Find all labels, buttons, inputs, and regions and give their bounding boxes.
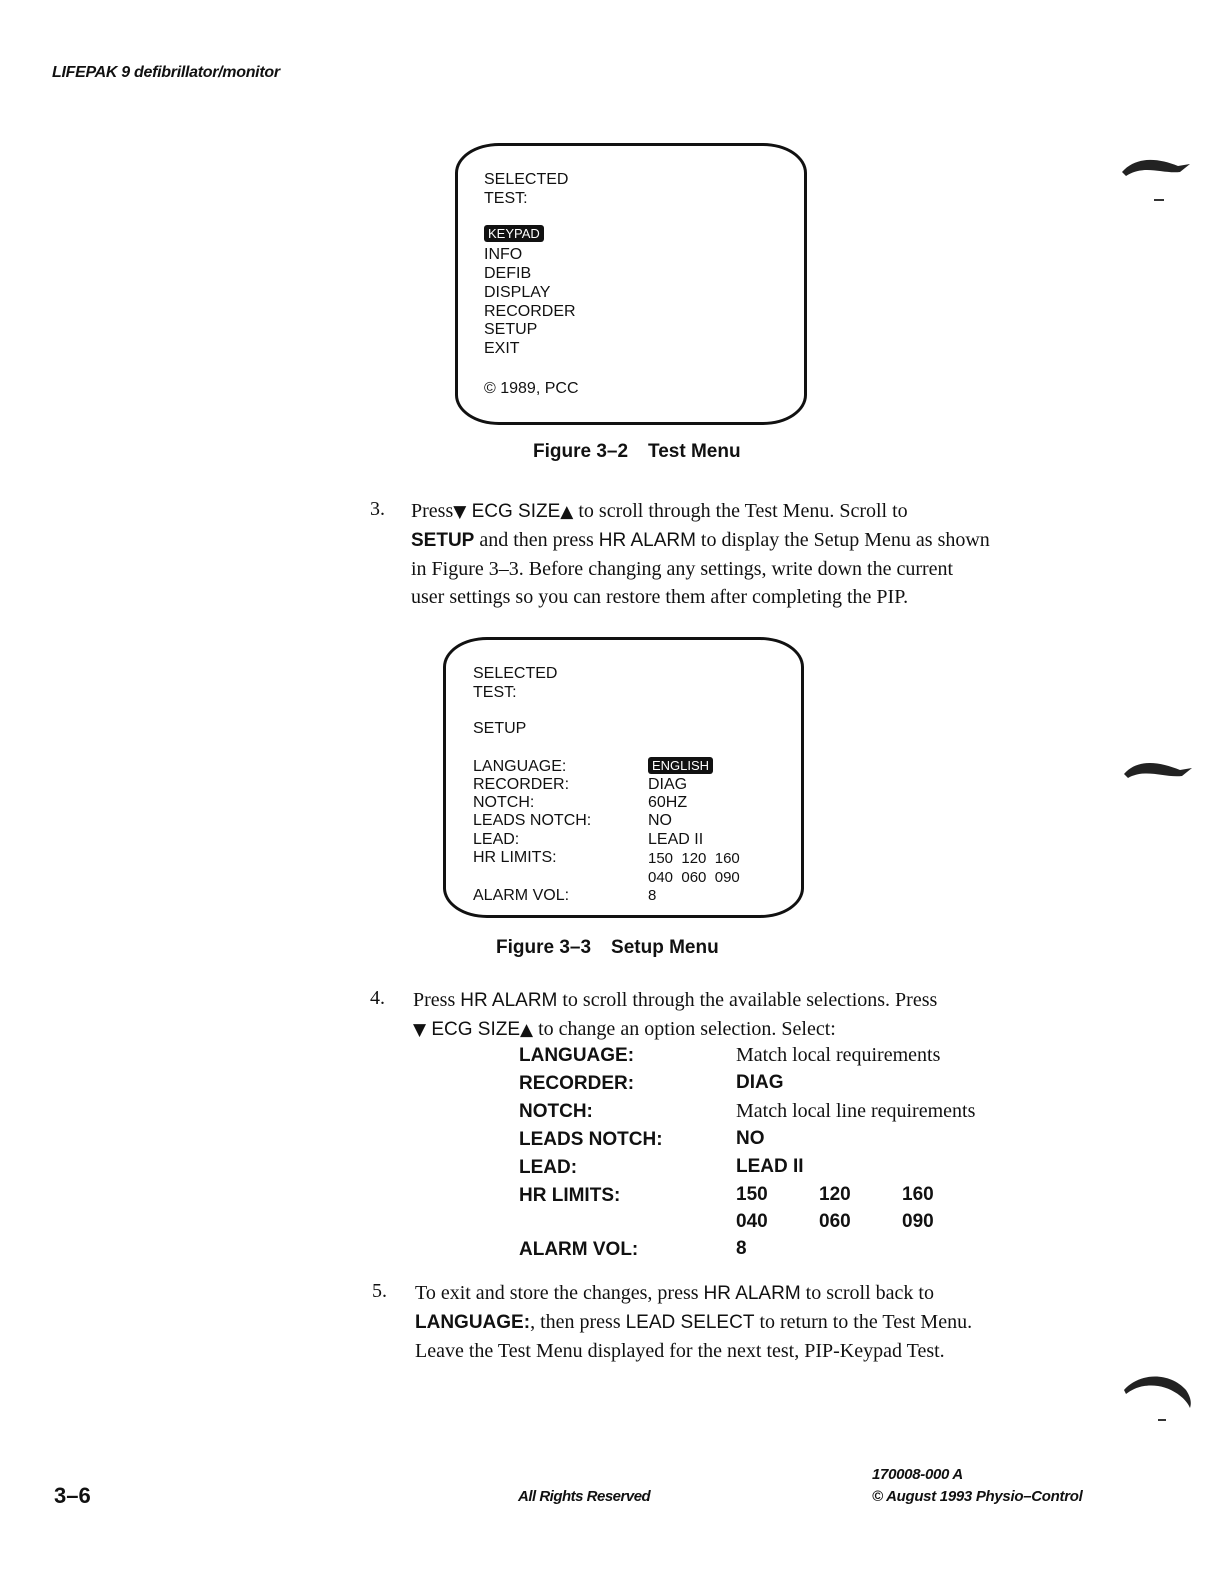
key-lead-select: LEAD SELECT (625, 1312, 755, 1333)
screen-title-line2: TEST: (484, 190, 528, 207)
setting-value: NO (648, 812, 672, 829)
setting-value: LEAD II (648, 831, 704, 848)
text: Press (413, 989, 461, 1011)
selection-value: 8 (736, 1238, 747, 1259)
setting-label: LEADS NOTCH: (473, 812, 592, 829)
figure-3-2-caption (533, 441, 741, 463)
key-hr-alarm: HR ALARM (460, 990, 558, 1011)
selection-value: 090 (902, 1211, 934, 1232)
setting-label: RECORDER: (473, 776, 570, 793)
selection-row (519, 1041, 941, 1069)
selection-label: LEAD: (519, 1157, 578, 1178)
menu-item-defib: DEFIB (484, 265, 532, 282)
step-number: 5. (372, 1280, 387, 1302)
document-number: 170008-000 A (872, 1466, 963, 1483)
screen-subtitle: SETUP (473, 720, 527, 737)
page-number: 3–6 (54, 1483, 91, 1508)
step-number: 4. (370, 987, 385, 1009)
step-5-text (415, 1279, 1055, 1365)
binding-mark-3 (1120, 1368, 1200, 1428)
up-arrow-icon: ▲ (560, 502, 574, 522)
setting-value: 040 060 090 (648, 869, 740, 886)
text: to scroll back to (800, 1282, 934, 1304)
selection-value: 120 (819, 1184, 851, 1205)
selection-label: LEADS NOTCH: (519, 1129, 663, 1150)
screen-title-line1: SELECTED (484, 171, 569, 188)
selection-value: Match local line requirements (736, 1100, 976, 1122)
text: and then press (474, 529, 599, 551)
key-hr-alarm: HR ALARM (598, 530, 696, 551)
running-header: LIFEPAK 9 defibrillator/monitor (52, 64, 280, 81)
figure-title: Test Menu (648, 441, 741, 462)
highlighted-menu-item: KEYPAD (484, 225, 544, 242)
selection-label: NOTCH: (519, 1101, 593, 1122)
selection-label: HR LIMITS: (519, 1185, 621, 1206)
text: To exit and store the changes, press (415, 1282, 704, 1304)
text: , then press (530, 1311, 626, 1333)
selection-row (519, 1069, 784, 1097)
setting-label: LANGUAGE: (473, 758, 567, 775)
selection-value: 150 (736, 1184, 768, 1205)
selection-value: 160 (902, 1184, 934, 1205)
setting-label: ALARM VOL: (473, 887, 570, 904)
selection-label: ALARM VOL: (519, 1239, 639, 1260)
step-number: 3. (370, 498, 385, 520)
selection-row (519, 1125, 765, 1153)
menu-item-recorder: RECORDER (484, 303, 576, 320)
selection-value: 060 (819, 1211, 851, 1232)
text: Press (411, 500, 454, 522)
text: in Figure 3–3. Before changing any settings, write down the current (411, 558, 954, 580)
test-menu-screen (455, 143, 807, 425)
setting-label: LEAD: (473, 831, 520, 848)
selection-value: Match local requirements (736, 1044, 941, 1066)
setting-label: HR LIMITS: (473, 849, 557, 866)
screen-title-line1: SELECTED (473, 665, 558, 682)
menu-item-info: INFO (484, 246, 523, 263)
rights-reserved: All Rights Reserved (518, 1488, 651, 1505)
key-ecg-size: ECG SIZE (426, 1019, 521, 1040)
setting-label: NOTCH: (473, 794, 535, 811)
language-keyword: LANGUAGE: (415, 1312, 531, 1333)
selection-value: NO (736, 1128, 765, 1149)
menu-item-exit: EXIT (484, 340, 520, 357)
selection-row (519, 1181, 934, 1209)
figure-label: Figure 3–2 (533, 441, 629, 462)
figure-label: Figure 3–3 (496, 937, 592, 958)
selection-label: LANGUAGE: (519, 1045, 635, 1066)
screen-title-line2: TEST: (473, 684, 517, 701)
selection-row (519, 1153, 804, 1181)
highlighted-setting-value: ENGLISH (648, 757, 713, 774)
selection-label: RECORDER: (519, 1073, 635, 1094)
menu-item-display: DISPLAY (484, 284, 551, 301)
selection-row (519, 1235, 747, 1263)
setup-keyword: SETUP (411, 530, 475, 551)
setting-value: 150 120 160 (648, 850, 740, 867)
key-hr-alarm: HR ALARM (703, 1283, 801, 1304)
selection-value: LEAD II (736, 1156, 804, 1177)
figure-3-3-caption (496, 937, 719, 959)
setting-value: 8 (648, 887, 657, 904)
text: Leave the Test Menu displayed for the next test, PIP-Keypad Test. (415, 1340, 945, 1362)
footer-copyright: © August 1993 Physio–Control (872, 1488, 1083, 1505)
text: to return to the Test Menu. (754, 1311, 973, 1333)
binding-mark-2 (1120, 756, 1195, 796)
text: user settings so you can restore them after completing the PIP. (411, 586, 909, 608)
step-3-text (411, 497, 1051, 611)
menu-item-setup: SETUP (484, 321, 538, 338)
text: to scroll through the available selections. Press (557, 989, 938, 1011)
up-arrow-icon: ▲ (520, 1020, 534, 1040)
text: to scroll through the Test Menu. Scroll to (573, 500, 908, 522)
key-ecg-size: ECG SIZE (466, 501, 561, 522)
text: to change an option selection. Select: (533, 1018, 836, 1040)
text: to display the Setup Menu as shown (695, 529, 990, 551)
selection-row (519, 1097, 976, 1125)
selection-value: DIAG (736, 1072, 784, 1093)
setting-value: DIAG (648, 776, 688, 793)
down-arrow-icon: ▼ (413, 1020, 427, 1040)
step-4-text (413, 986, 1053, 1044)
screen-copyright: © 1989, PCC (484, 380, 579, 397)
setting-value: 60HZ (648, 794, 688, 811)
selection-value: 040 (736, 1211, 768, 1232)
figure-title: Setup Menu (611, 937, 719, 958)
binding-mark-1 (1118, 150, 1193, 210)
setup-menu-screen (443, 637, 804, 918)
down-arrow-icon: ▼ (453, 502, 467, 522)
